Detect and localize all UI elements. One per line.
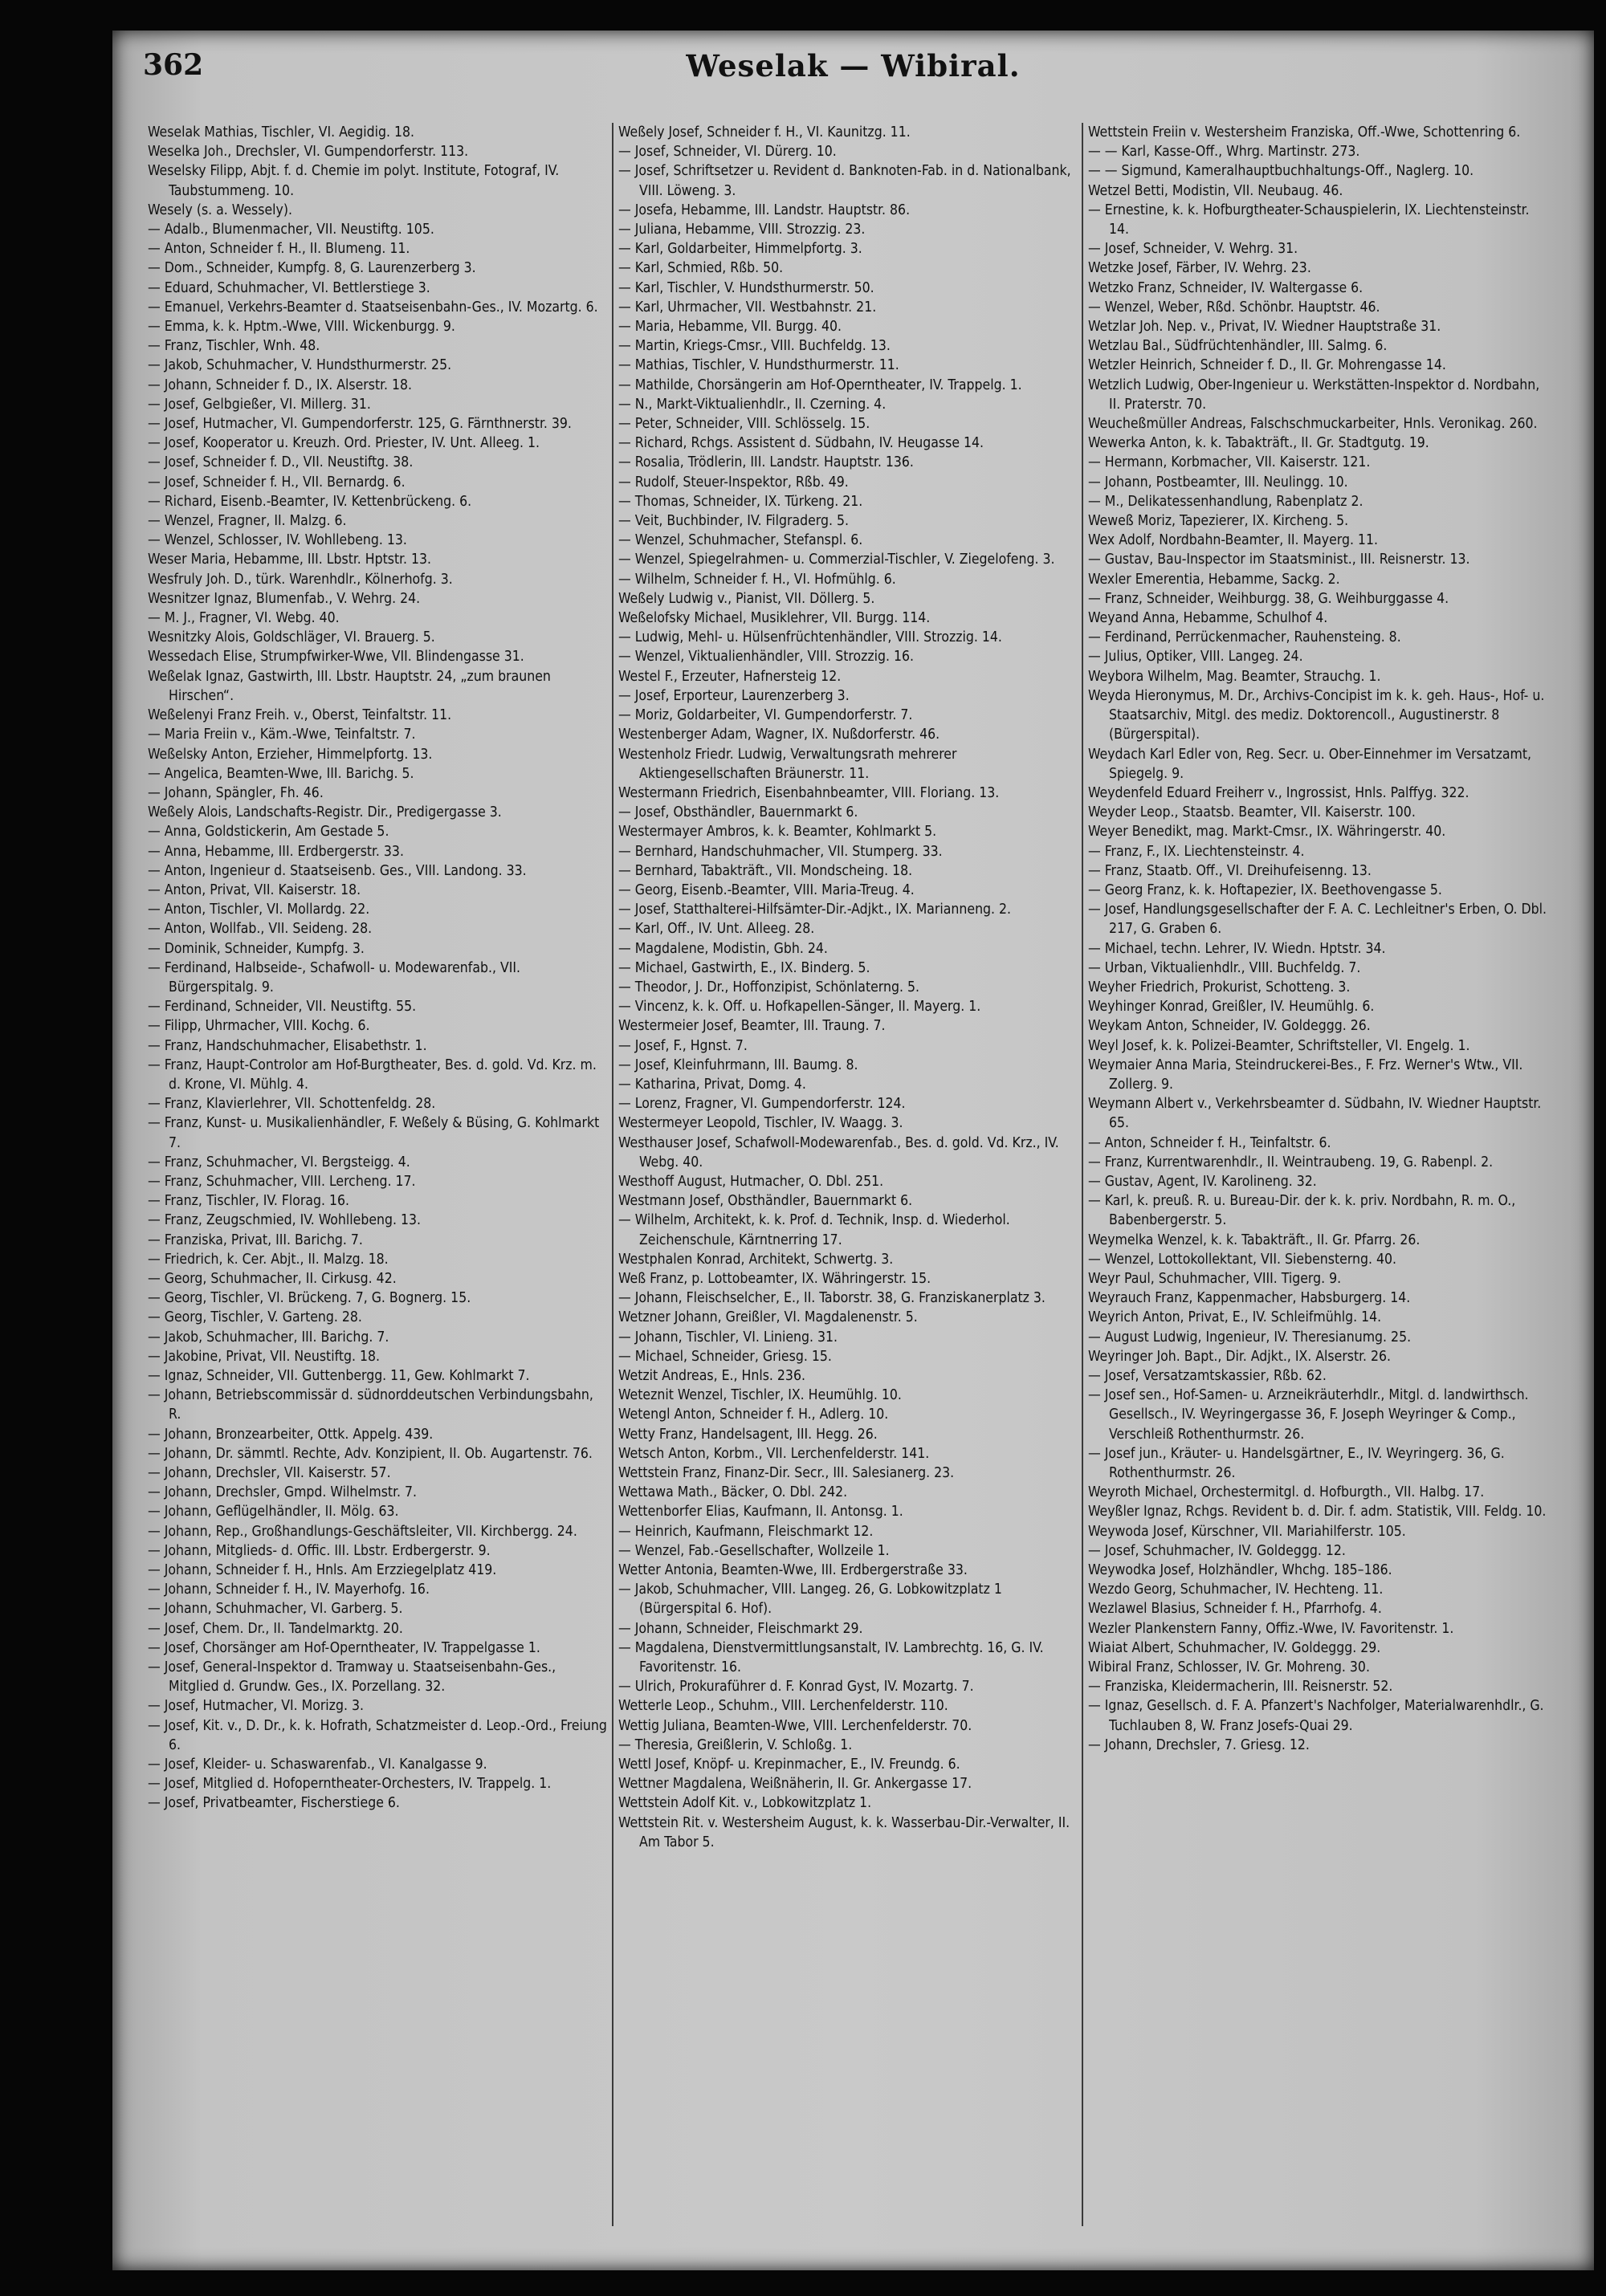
directory-entry: Wettstein Adolf Kit. v., Lobkowitzplatz 1. [618,1795,872,1812]
directory-entry: — Johann, Mitglieds- d. Offic. III. Lbstr. Erdbergerstr. 9. [148,1542,491,1559]
directory-entry: — Anna, Hebamme, III. Erdbergerstr. 33. [148,843,404,860]
directory-entry: — Josef, Kleider- u. Schaswarenfab., VI. Kanalgasse 9. [148,1757,487,1773]
directory-entry: — Gustav, Bau-Inspector im Staatsminist., III. Reisnerstr. 13. [1088,552,1470,568]
directory-entry: — Franziska, Kleidermacherin, III. Reisnerstr. 52. [1088,1679,1393,1696]
directory-entry: — N., Markt-Viktualienhdlr., II. Czerning. 4. [618,396,887,413]
directory-entry: — Karl, Tischler, V. Hundsthurmerstr. 50. [618,279,874,296]
directory-entry: Westermeier Josef, Beamter, III. Traung. 7. [618,1018,886,1035]
directory-entry: — Jakob, Schuhmacher, VIII. Langeg. 26, G. Lobkowitzplatz 1 (Bürgerspital 6. Hof). [618,1582,1002,1618]
directory-entry: — Thomas, Schneider, IX. Türkeng. 21. [618,493,863,510]
directory-entry: — Karl, Goldarbeiter, Himmelpfortg. 3. [618,241,862,258]
directory-entry: Weteznit Wenzel, Tischler, IX. Heumühlg. 10. [618,1387,902,1404]
directory-entry: — Josef jun., Kräuter- u. Handelsgärtner, E., IV. Weyringerg. 36, G. Rothenthurmstr. 26. [1088,1445,1505,1482]
directory-entry: — Michael, Gastwirth, E., IX. Binderg. 5. [618,959,870,976]
directory-entry: Weyher Friedrich, Prokurist, Schotteng. 3. [1088,979,1351,995]
directory-entry: Weyl Josef, k. k. Polizei-Beamter, Schriftsteller, VI. Engelg. 1. [1088,1037,1470,1054]
directory-entry: Wesfruly Joh. D., türk. Warenhdlr., Kölnerhofg. 3. [148,571,453,588]
directory-entry: Wetzko Franz, Schneider, IV. Waltergasse 6. [1088,279,1363,296]
directory-entry: — Ernestine, k. k. Hofburgtheater-Schauspielerin, IX. Liechtensteinstr. 14. [1088,202,1530,238]
directory-entry: — Franz, Tischler, IV. Florag. 16. [148,1193,350,1210]
directory-column-2 [618,123,1080,2242]
directory-entry: — Bernhard, Tabakträft., VII. Mondscheing. 18. [618,862,913,879]
directory-entry: Weyhinger Konrad, Greißler, IV. Heumühlg. 6. [1088,999,1375,1016]
directory-entry: — Friedrich, k. Cer. Abjt., II. Malzg. 18. [148,1251,389,1268]
running-head: Weselak — Wibiral. [686,48,1021,83]
directory-entry: Weßelak Ignaz, Gastwirth, III. Lbstr. Hauptstr. 24, „zum braunen Hirschen“. [148,668,551,704]
directory-entry: — M. J., Fragner, VI. Webg. 40. [148,610,340,627]
directory-entry: Weywodka Josef, Holzhändler, Whchg. 185–186. [1088,1562,1392,1579]
directory-entry: Westermayer Ambros, k. k. Beamter, Kohlmarkt 5. [618,824,937,841]
directory-entry: — Josef, Schuhmacher, IV. Goldeggg. 12. [1088,1542,1346,1559]
directory-entry: Wesnitzky Alois, Goldschläger, VI. Brauerg. 5. [148,629,435,646]
directory-entry: — Josef, Obsthändler, Bauernmarkt 6. [618,804,858,821]
directory-entry: — Michael, techn. Lehrer, IV. Wiedn. Hptstr. 34. [1088,940,1386,957]
directory-entry: Weywoda Josef, Kürschner, VII. Mariahilferstr. 105. [1088,1523,1406,1540]
directory-entry: Weweß Moriz, Tapezierer, IX. Kircheng. 5. [1088,513,1349,530]
directory-entry: — Maria Freiin v., Käm.-Wwe, Teinfaltstr. 7. [148,727,416,743]
directory-entry: Weser Maria, Hebamme, III. Lbstr. Hptstr. 13. [148,552,432,568]
directory-entry: — Juliana, Hebamme, VIII. Strozzig. 23. [618,222,866,238]
directory-entry: — Mathilde, Chorsängerin am Hof-Operntheater, IV. Trappelg. 1. [618,377,1022,393]
directory-entry: — Anton, Schneider f. H., II. Blumeng. 11. [148,241,410,258]
directory-entry: — Mathias, Tischler, V. Hundsthurmerstr. 11. [618,357,899,374]
directory-entry: Wewerka Anton, k. k. Tabakträft., II. Gr. Stadtgutg. 19. [1088,435,1429,452]
directory-entry: Wibiral Franz, Schlosser, IV. Gr. Mohreng. 30. [1088,1659,1370,1676]
directory-entry: Wettstein Rit. v. Westersheim August, k. k. Wasserbau-Dir.-Verwalter, II. Am Tabor 5. [618,1814,1070,1850]
directory-entry: — Josef, Erporteur, Laurenzerberg 3. [618,687,850,704]
directory-column-3 [1088,123,1550,2242]
directory-entry: — Josef, Statthalterei-Hilfsämter-Dir.-Adjkt., IX. Marianneng. 2. [618,902,1012,918]
directory-entry: — Josef, Chorsänger am Hof-Operntheater, IV. Trappelgasse 1. [148,1639,540,1656]
directory-entry: Wesely (s. a. Wessely). [148,202,292,218]
directory-entry: — Johann, Geflügelhändler, II. Mölg. 63. [148,1504,399,1520]
directory-entry: — Franz, Zeugschmied, IV. Wohllebeng. 13. [148,1212,422,1229]
directory-entry: — Magdalene, Modistin, Gbh. 24. [618,940,828,957]
directory-entry: — Anna, Goldstickerin, Am Gestade 5. [148,824,389,841]
directory-entry: Wetterle Leop., Schuhm., VIII. Lerchenfelderstr. 110. [618,1698,948,1715]
directory-entry: Wezdo Georg, Schuhmacher, IV. Hechteng. 11. [1088,1582,1384,1598]
directory-entry: — Wenzel, Spiegelrahmen- u. Commerzial-Tischler, V. Ziegelofeng. 3. [618,552,1055,568]
directory-entry: Weselsky Filipp, Abjt. f. d. Chemie im polyt. Institute, Fotograf, IV. Taubstummeng. 10. [148,163,560,199]
directory-entry: — Martin, Kriegs-Cmsr., VIII. Buchfeldg. 13. [618,338,891,355]
directory-entry: — Ferdinand, Halbseide-, Schafwoll- u. Modewarenfab., VII. Bürgerspitalg. 9. [148,959,521,995]
page-number: 362 [143,48,204,82]
directory-entry: Wetsch Anton, Korbm., VII. Lerchenfelderstr. 141. [618,1445,930,1462]
directory-entry: — — Karl, Kasse-Off., Whrg. Martinstr. 273. [1088,144,1360,161]
directory-entry: — Johann, Schneider f. D., IX. Alserstr. 18. [148,377,413,393]
directory-entry: Weyroth Michael, Orchestermitgl. d. Hofburgth., VII. Halbg. 17. [1088,1484,1485,1501]
directory-entry: Weykam Anton, Schneider, IV. Goldeggg. 26. [1088,1018,1371,1035]
directory-entry: — Franziska, Privat, III. Barichg. 7. [148,1231,363,1248]
directory-entry: Weyer Benedikt, mag. Markt-Cmsr., IX. Währingerstr. 40. [1088,824,1446,841]
directory-entry: Wesnitzer Ignaz, Blumenfab., V. Wehrg. 24. [148,590,421,607]
directory-entry: — Franz, Handschuhmacher, Elisabethstr. 1. [148,1037,427,1054]
directory-entry: Wexler Emerentia, Hebamme, Sackg. 2. [1088,571,1340,588]
directory-entry: Wetzlar Joh. Nep. v., Privat, IV. Wiedner Hauptstraße 31. [1088,319,1441,336]
directory-entry: Wettner Magdalena, Weißnäherin, II. Gr. Ankergasse 17. [618,1776,972,1793]
directory-entry: — Johann, Schuhmacher, VI. Garberg. 5. [148,1601,403,1618]
directory-entry: — — Sigmund, Kameralhauptbuchhaltungs-Off., Naglerg. 10. [1088,163,1474,180]
directory-entry: — Magdalena, Dienstvermittlungsanstalt, IV. Lambrechtg. 16, G. IV. Favoritenstr. 16. [618,1639,1044,1676]
directory-entry: Wetzel Betti, Modistin, VII. Neubaug. 46. [1088,182,1343,199]
directory-entry: Wetzke Josef, Färber, IV. Wehrg. 23. [1088,260,1311,277]
directory-entry: Westel F., Erzeuter, Hafnersteig 12. [618,668,842,685]
directory-entry: Weydach Karl Edler von, Reg. Secr. u. Ober-Einnehmer im Versatzamt, Spiegelg. 9. [1088,746,1532,782]
directory-entry: — Richard, Rchgs. Assistent d. Südbahn, IV. Heugasse 14. [618,435,984,452]
directory-entry: Westermann Friedrich, Eisenbahnbeamter, VIII. Floriang. 13. [618,784,1000,801]
directory-entry: Weymelka Wenzel, k. k. Tabakträft., II. Gr. Pfarrg. 26. [1088,1231,1421,1248]
directory-entry: — Josef, Mitglied d. Hofoperntheater-Orchesters, IV. Trappelg. 1. [148,1776,552,1793]
directory-entry: Wettl Josef, Knöpf- u. Krepinmacher, E., IV. Freundg. 6. [618,1757,960,1773]
directory-entry: — Franz, Kurrentwarenhdlr., II. Weintraubeng. 19, G. Rabenpl. 2. [1088,1154,1494,1170]
directory-entry: — Dom., Schneider, Kumpfg. 8, G. Laurenzerberg 3. [148,260,476,277]
directory-entry: Weybora Wilhelm, Mag. Beamter, Strauchg. 1. [1088,668,1381,685]
directory-entry: — Josef, Schneider f. H., VII. Bernardg. 6. [148,474,406,491]
directory-entry: — Franz, Schneider, Weihburgg. 38, G. Weihburggasse 4. [1088,590,1449,607]
directory-entry: Wettenborfer Elias, Kaufmann, II. Antonsg. 1. [618,1504,903,1520]
directory-entry: Weyand Anna, Hebamme, Schulhof 4. [1088,610,1328,627]
directory-entry: — Theresia, Greißlerin, V. Schloßg. 1. [618,1736,853,1753]
directory-entry: — Josefa, Hebamme, III. Landstr. Hauptstr. 86. [618,202,911,218]
directory-entry: — Josef, Schneider, VI. Dürerg. 10. [618,144,837,161]
directory-entry: — Karl, Off., IV. Unt. Alleeg. 28. [618,921,815,938]
directory-entry: Weßelsky Anton, Erzieher, Himmelpfortg. 13. [148,746,433,763]
directory-entry: — Peter, Schneider, VIII. Schlösselg. 15. [618,416,870,433]
directory-entry: — Johann, Schneider, Fleischmarkt 29. [618,1620,863,1637]
directory-entry: — Katharina, Privat, Domg. 4. [618,1076,806,1093]
directory-entry: Westhauser Josef, Schafwoll-Modewarenfab., Bes. d. gold. Vd. Krz., IV. Webg. 40. [618,1134,1059,1170]
directory-entry: — Ferdinand, Perrückenmacher, Rauhensteing. 8. [1088,629,1401,646]
directory-entry: — Ignaz, Schneider, VII. Guttenbergg. 11, Gew. Kohlmarkt 7. [148,1368,530,1384]
directory-entry: — Wilhelm, Schneider f. H., VI. Hofmühlg. 6. [618,571,896,588]
directory-entry: — Richard, Eisenb.-Beamter, IV. Kettenbrückeng. 6. [148,493,472,510]
directory-entry: — Josef, Privatbeamter, Fischerstiege 6. [148,1795,400,1812]
directory-entry: Weymann Albert v., Verkehrsbeamter d. Südbahn, IV. Wiedner Hauptstr. 65. [1088,1096,1542,1132]
directory-entry: Weymaier Anna Maria, Steindruckerei-Bes., F. Frz. Werner's Wtw., VII. Zollerg. 9. [1088,1056,1523,1093]
directory-entry: Wettstein Freiin v. Westersheim Franziska, Off.-Wwe, Schottenring 6. [1088,124,1521,140]
directory-entry: — Johann, Spängler, Fh. 46. [148,784,324,801]
directory-entry: — Franz, F., IX. Liechtensteinstr. 4. [1088,843,1305,860]
directory-entry: — Urban, Viktualienhdlr., VIII. Buchfeldg. 7. [1088,959,1361,976]
directory-entry: — Gustav, Agent, IV. Karolineng. 32. [1088,1173,1317,1190]
directory-entry: Weselka Joh., Drechsler, VI. Gumpendorferstr. 113. [148,144,469,161]
directory-entry: — Franz, Kunst- u. Musikalienhändler, F. Weßely & Büsing, G. Kohlmarkt 7. [148,1115,600,1151]
directory-entry: — Franz, Klavierlehrer, VII. Schottenfeldg. 28. [148,1096,436,1113]
directory-entry: Wetengl Anton, Schneider f. H., Adlerg. 10. [618,1407,889,1423]
directory-entry: Weßelofsky Michael, Musiklehrer, VII. Burgg. 114. [618,610,931,627]
directory-entry: — Theodor, J. Dr., Hoffonzipist, Schönlaterng. 5. [618,979,919,995]
directory-entry: — Franz, Schuhmacher, VI. Bergsteigg. 4. [148,1154,410,1170]
directory-entry: Weyrich Anton, Privat, E., IV. Schleifmühlg. 14. [1088,1309,1382,1326]
directory-entry: — Josef, Hutmacher, VI. Gumpendorferstr. 125, G. Färnthnerstr. 39. [148,416,572,433]
directory-entry: Westhoff August, Hutmacher, O. Dbl. 251. [618,1173,884,1190]
directory-entry: Wettawa Math., Bäcker, O. Dbl. 242. [618,1484,848,1501]
directory-entry: Wiaiat Albert, Schuhmacher, IV. Goldeggg. 29. [1088,1639,1381,1656]
directory-entry: — Anton, Tischler, VI. Mollardg. 22. [148,902,370,918]
directory-entry: — Georg, Eisenb.-Beamter, VIII. Maria-Treug. 4. [618,881,915,898]
directory-entry: Weßely Josef, Schneider f. H., VI. Kaunitzg. 11. [618,124,911,140]
directory-entry: Wettig Juliana, Beamten-Wwe, VIII. Lerchenfelderstr. 70. [618,1717,972,1734]
directory-entry: — Jakob, Schuhmacher, III. Barichg. 7. [148,1329,389,1345]
directory-entry: Wetty Franz, Handelsagent, III. Hegg. 26. [618,1426,878,1443]
directory-entry: — Anton, Schneider f. H., Teinfaltstr. 6. [1088,1134,1331,1151]
directory-entry: — Georg, Schuhmacher, II. Cirkusg. 42. [148,1270,397,1287]
directory-entry: Westenholz Friedr. Ludwig, Verwaltungsrath mehrerer Aktiengesellschaften Bräunerstr. 11. [618,746,957,782]
directory-entry: — Johann, Drechsler, 7. Griesg. 12. [1088,1736,1310,1753]
directory-column-1 [148,123,609,2242]
directory-entry: — Jakobine, Privat, VII. Neustiftg. 18. [148,1348,381,1365]
directory-entry: Weyder Leop., Staatsb. Beamter, VII. Kaiserstr. 100. [1088,804,1416,821]
directory-entry: — Wilhelm, Architekt, k. k. Prof. d. Technik, Insp. d. Wiederhol. Zeichenschule, Kärntnerring 17. [618,1212,1010,1248]
directory-entry: — Josef, Chem. Dr., II. Tandelmarktg. 20. [148,1620,403,1637]
directory-entry: — Johann, Dr. sämmtl. Rechte, Adv. Konzipient, II. Ob. Augartenstr. 76. [148,1445,593,1462]
directory-entry: — Veit, Buchbinder, IV. Filgraderg. 5. [618,513,849,530]
directory-entry: — Johann, Fleischselcher, E., II. Taborstr. 38, G. Franziskanerplatz 3. [618,1290,1046,1307]
directory-entry: — Julius, Optiker, VIII. Langeg. 24. [1088,649,1303,666]
directory-entry: — Georg, Tischler, VI. Brückeng. 7, G. Bognerg. 15. [148,1290,471,1307]
directory-entry: — Josef, Schneider, V. Wehrg. 31. [1088,241,1298,258]
directory-entry: — Emma, k. k. Hptm.-Wwe, VIII. Wickenburgg. 9. [148,319,455,336]
directory-entry: Wessedach Elise, Strumpfwirker-Wwe, VII. Blindengasse 31. [148,649,524,666]
directory-entry: Weyda Hieronymus, M. Dr., Archivs-Concipist im k. k. geh. Haus-, Hof- u. Staatsarchiv, Mitgl. des mediz. Doktorencoll., Augustinerstr. 8 (Bürgerspital). [1088,687,1545,743]
directory-entry: Weucheßmüller Andreas, Falschschmuckarbeiter, Hnls. Veronikag. 260. [1088,416,1538,433]
directory-entry: — Ludwig, Mehl- u. Hülsenfrüchtenhändler, VIII. Strozzig. 14. [618,629,1002,646]
directory-entry: — Johann, Schneider f. H., Hnls. Am Erzziegelplatz 419. [148,1562,497,1579]
directory-entry: — Johann, Schneider f. H., IV. Mayerhofg. 16. [148,1582,430,1598]
directory-entry: — Vincenz, k. k. Off. u. Hofkapellen-Sänger, II. Mayerg. 1. [618,999,981,1016]
directory-entry: Weselak Mathias, Tischler, VI. Aegidig. 18. [148,124,415,140]
directory-entry: — Josef, Gelbgießer, VI. Millerg. 31. [148,396,371,413]
directory-entry: Wetzlich Ludwig, Ober-Ingenieur u. Werkstätten-Inspektor d. Nordbahn, II. Praterstr. 70. [1088,377,1540,413]
directory-entry: — Johann, Tischler, VI. Linieng. 31. [618,1329,838,1345]
directory-entry: Weßely Ludwig v., Pianist, VII. Döllerg. 5. [618,590,875,607]
directory-entry: — Anton, Privat, VII. Kaiserstr. 18. [148,881,361,898]
directory-entry: — Rosalia, Trödlerin, III. Landstr. Hauptstr. 136. [618,454,914,471]
directory-entry: — Franz, Haupt-Controlor am Hof-Burgtheater, Bes. d. gold. Vd. Krz. m. d. Krone, VI. Mühlg. 4. [148,1056,597,1093]
directory-entry: — Franz, Schuhmacher, VIII. Lercheng. 17. [148,1173,416,1190]
directory-entry: — Dominik, Schneider, Kumpfg. 3. [148,940,365,957]
directory-entry: — August Ludwig, Ingenieur, IV. Theresianumg. 25. [1088,1329,1412,1345]
directory-entry: — Wenzel, Lottokollektant, VII. Siebensterng. 40. [1088,1251,1396,1268]
directory-entry: — Michael, Schneider, Griesg. 15. [618,1348,832,1365]
directory-entry: — Wenzel, Weber, Rßd. Schönbr. Hauptstr. 46. [1088,299,1380,315]
directory-entry: — Ferdinand, Schneider, VII. Neustiftg. 55. [148,999,417,1016]
directory-entry: — Bernhard, Handschuhmacher, VII. Stumperg. 33. [618,843,943,860]
directory-entry: Weyrauch Franz, Kappenmacher, Habsburgerg. 14. [1088,1290,1411,1307]
directory-entry: — Heinrich, Kaufmann, Fleischmarkt 12. [618,1523,874,1540]
directory-page [112,31,1594,2270]
directory-entry: — Rudolf, Steuer-Inspektor, Rßb. 49. [618,474,849,491]
directory-entry: — Johann, Drechsler, Gmpd. Wilhelmstr. 7. [148,1484,417,1501]
directory-entry: — Eduard, Schuhmacher, VI. Bettlerstiege 3. [148,279,430,296]
directory-entry: — Filipp, Uhrmacher, VIII. Kochg. 6. [148,1018,370,1035]
directory-entry: — Johann, Rep., Großhandlungs-Geschäftsleiter, VII. Kirchbergg. 24. [148,1523,577,1540]
directory-entry: — Johann, Betriebscommissär d. südnorddeutschen Verbindungsbahn, R. [148,1387,593,1423]
directory-entry: Westermeyer Leopold, Tischler, IV. Waagg. 3. [618,1115,903,1132]
directory-entry: — Josef, Schneider f. D., VII. Neustiftg. 38. [148,454,414,471]
directory-entry: Weßelenyi Franz Freih. v., Oberst, Teinfaltstr. 11. [148,707,452,724]
directory-entry: — Josef, General-Inspektor d. Tramway u. Staatseisenbahn-Ges., Mitglied d. Grundw. Ges., IX. Porzellang. 32. [148,1659,556,1696]
directory-entry: — Johann, Drechsler, VII. Kaiserstr. 57. [148,1465,391,1482]
directory-entry: Weßely Alois, Landschafts-Registr. Dir., Predigergasse 3. [148,804,502,821]
directory-entry: — Johann, Postbeamter, III. Neulingg. 10. [1088,474,1348,491]
directory-entry: — Ulrich, Prokuraführer d. F. Konrad Gyst, IV. Mozartg. 7. [618,1679,974,1696]
directory-entry: Weydenfeld Eduard Freiherr v., Ingrossist, Hnls. Palffyg. 322. [1088,784,1469,801]
column-divider [1082,123,1083,2226]
directory-entry: — Maria, Hebamme, VII. Burgg. 40. [618,319,842,336]
directory-entry: Wex Adolf, Nordbahn-Beamter, II. Mayerg. 11. [1088,532,1378,549]
directory-entry: Westenberger Adam, Wagner, IX. Nußdorferstr. 46. [618,727,940,743]
directory-entry: — Franz, Staatb. Off., VI. Dreihufeisenng. 13. [1088,862,1372,879]
directory-entry: Westmann Josef, Obsthändler, Bauernmarkt 6. [618,1193,913,1210]
directory-entry: Wetzit Andreas, E., Hnls. 236. [618,1368,805,1384]
directory-entry: Weyr Paul, Schuhmacher, VIII. Tigerg. 9. [1088,1270,1342,1287]
column-divider [612,123,613,2226]
directory-entry: — Wenzel, Schuhmacher, Stefanspl. 6. [618,532,863,549]
directory-entry: — Wenzel, Fab.-Gesellschafter, Wollzeile 1. [618,1542,890,1559]
directory-entry: — Josef, F., Hgnst. 7. [618,1037,748,1054]
directory-entry: Wetzner Johann, Greißler, VI. Magdalenenstr. 5. [618,1309,918,1326]
directory-entry: Wettstein Franz, Finanz-Dir. Secr., III. Salesianerg. 23. [618,1465,955,1482]
directory-entry: — M., Delikatessenhandlung, Rabenplatz 2. [1088,493,1363,510]
directory-entry: — Karl, k. preuß. R. u. Bureau-Dir. der k. k. priv. Nordbahn, R. m. O., Babenbergerstr. 5. [1088,1193,1516,1229]
directory-entry: — Johann, Bronzearbeiter, Ottk. Appelg. 439. [148,1426,434,1443]
directory-entry: — Wenzel, Viktualienhändler, VIII. Strozzig. 16. [618,649,915,666]
directory-entry: — Georg, Tischler, V. Garteng. 28. [148,1309,362,1326]
directory-entry: Weß Franz, p. Lottobeamter, IX. Währingerstr. 15. [618,1270,931,1287]
directory-entry: Wezlawel Blasius, Schneider f. H., Pfarrhofg. 4. [1088,1601,1382,1618]
directory-entry: — Josef, Hutmacher, VI. Morizg. 3. [148,1698,364,1715]
directory-entry: — Wenzel, Schlosser, IV. Wohllebeng. 13. [148,532,407,549]
directory-entry: — Ignaz, Gesellsch. d. F. A. Pfanzert's Nachfolger, Materialwarenhdlr., G. Tuchlauben 8, W. Franz Josefs-Quai 29. [1088,1698,1544,1734]
directory-entry: Wetzlau Bal., Südfrüchtenhändler, III. Salmg. 6. [1088,338,1388,355]
directory-entry: — Angelica, Beamten-Wwe, III. Barichg. 5. [148,765,414,782]
directory-entry: — Josef, Versatzamtskassier, Rßb. 62. [1088,1368,1327,1384]
directory-entry: Weyringer Joh. Bapt., Dir. Adjkt., IX. Alserstr. 26. [1088,1348,1392,1365]
directory-entry: — Emanuel, Verkehrs-Beamter d. Staatseisenbahn-Ges., IV. Mozartg. 6. [148,299,598,315]
directory-entry: Wetzler Heinrich, Schneider f. D., II. Gr. Mohrengasse 14. [1088,357,1446,374]
directory-entry: Weyßler Ignaz, Rchgs. Revident b. d. Dir. f. adm. Statistik, VIII. Feldg. 10. [1088,1504,1547,1520]
directory-entry: — Wenzel, Fragner, II. Malzg. 6. [148,513,347,530]
directory-entry: — Josef sen., Hof-Samen- u. Arzneikräuterhdlr., Mitgl. d. landwirthsch. Gesellsch., IV. Weyringergasse 36, F. Joseph Weyringer & Comp., Verschleiß Rothenthurmstr. 26. [1088,1387,1529,1443]
directory-entry: — Anton, Ingenieur d. Staatseisenb. Ges., VIII. Landong. 33. [148,862,527,879]
directory-entry: — Josef, Kleinfuhrmann, III. Baumg. 8. [618,1056,858,1073]
directory-entry: — Adalb., Blumenmacher, VII. Neustiftg. 105. [148,222,434,238]
directory-entry: — Franz, Tischler, Wnh. 48. [148,338,320,355]
directory-entry: — Jakob, Schuhmacher, V. Hundsthurmerstr. 25. [148,357,452,374]
directory-entry: Wetter Antonia, Beamten-Wwe, III. Erdbergerstraße 33. [618,1562,968,1579]
directory-entry: — Moriz, Goldarbeiter, VI. Gumpendorferstr. 7. [618,707,913,724]
directory-entry: — Josef, Kooperator u. Kreuzh. Ord. Priester, IV. Unt. Alleeg. 1. [148,435,540,452]
directory-entry: — Karl, Schmied, Rßb. 50. [618,260,784,277]
directory-entry: — Josef, Schriftsetzer u. Revident d. Banknoten-Fab. in d. Nationalbank, VIII. Löweng. 3. [618,163,1071,199]
directory-entry: — Georg Franz, k. k. Hoftapezier, IX. Beethovengasse 5. [1088,881,1442,898]
directory-entry: Wezler Plankenstern Fanny, Offiz.-Wwe, IV. Favoritenstr. 1. [1088,1620,1454,1637]
directory-entry: — Lorenz, Fragner, VI. Gumpendorferstr. 124. [618,1096,906,1113]
directory-entry: Westphalen Konrad, Architekt, Schwertg. 3. [618,1251,894,1268]
directory-entry: — Josef, Kit. v., D. Dr., k. k. Hofrath, Schatzmeister d. Leop.-Ord., Freiung 6. [148,1717,607,1753]
directory-entry: — Josef, Handlungsgesellschafter der F. A. C. Lechleitner's Erben, O. Dbl. 217, G. Graben 6. [1088,902,1547,938]
directory-entry: — Hermann, Korbmacher, VII. Kaiserstr. 121. [1088,454,1371,471]
directory-entry: — Anton, Wollfab., VII. Seideng. 28. [148,921,373,938]
directory-entry: — Karl, Uhrmacher, VII. Westbahnstr. 21. [618,299,877,315]
